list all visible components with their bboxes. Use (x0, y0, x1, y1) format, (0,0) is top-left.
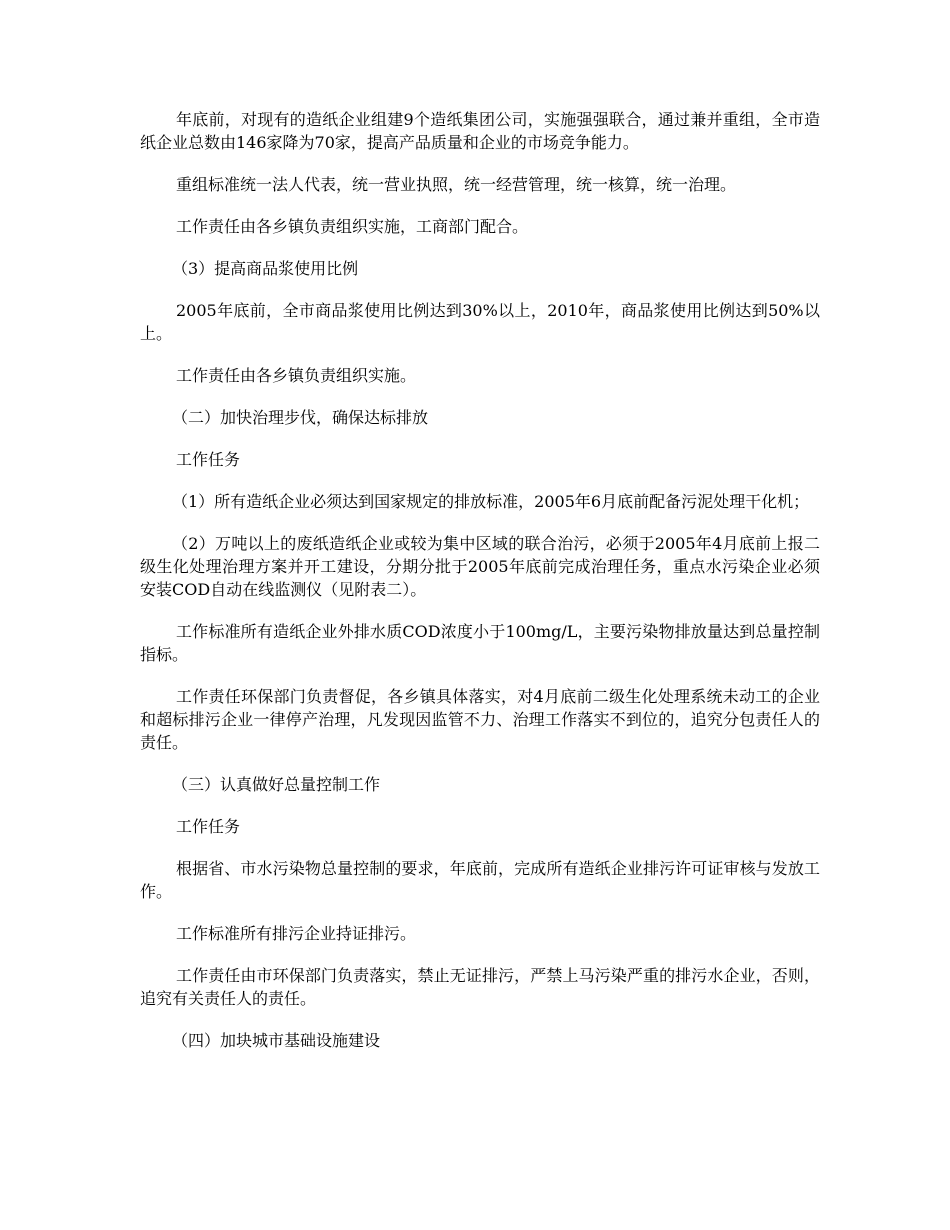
paragraph-pulp-ratio-target: 2005年底前，全市商品浆使用比例达到30%以上，2010年，商品浆使用比例达到50%以上。 (140, 301, 820, 343)
paragraph-merger-responsibility: 工作责任由各乡镇负责组织实施，工商部门配合。 (176, 217, 529, 236)
paragraph-total-control-standard: 工作标准所有排污企业持证排污。 (176, 924, 417, 943)
paragraph-task-2: （2）万吨以上的废纸造纸企业或较为集中区域的联合治污，必须于2005年4月底前上报二级生化处理治理方案并开工建设，分期分批于2005年底前完成治理任务，重点水污染企业必须安装COD自动在线监测仪（见附表二）。 (140, 534, 820, 599)
section-heading-pulp-ratio: （3）提高商品浆使用比例 (172, 259, 359, 278)
paragraph-treatment-standard: 工作标准所有造纸企业外排水质COD浓度小于100mg/L，主要污染物排放量达到总量控制指标。 (140, 622, 820, 664)
paragraph-merger: 年底前，对现有的造纸企业组建9个造纸集团公司，实施强强联合，通过兼并重组，全市造纸企业总数由146家降为70家，提高产品质量和企业的市场竞争能力。 (140, 110, 820, 152)
paragraph-total-control-task: 根据省、市水污染物总量控制的要求，年底前，完成所有造纸企业排污许可证审核与发放工作。 (140, 859, 820, 901)
subheading-tasks: 工作任务 (176, 450, 241, 469)
section-heading-total-control: （三）认真做好总量控制工作 (172, 775, 381, 794)
paragraph-pulp-ratio-responsibility: 工作责任由各乡镇负责组织实施。 (176, 366, 417, 385)
paragraph-task-1: （1）所有造纸企业必须达到国家规定的排放标准，2005年6月底前配备污泥处理干化机； (172, 492, 810, 511)
document-page (140, 108, 820, 1071)
paragraph-merger-standard: 重组标准统一法人代表，统一营业执照，统一经营管理，统一核算，统一治理。 (176, 175, 737, 194)
section-heading-treatment: （二）加快治理步伐，确保达标排放 (172, 408, 429, 427)
subheading-tasks-2: 工作任务 (176, 817, 241, 836)
paragraph-total-control-responsibility: 工作责任由市环保部门负责落实，禁止无证排污，严禁上马污染严重的排污水企业，否则，追究有关责任人的责任。 (140, 966, 820, 1008)
paragraph-treatment-responsibility: 工作责任环保部门负责督促，各乡镇具体落实，对4月底前二级生化处理系统未动工的企业和超标排污企业一律停产治理，凡发现因监管不力、治理工作落实不到位的，追究分包责任人的责任。 (140, 687, 820, 752)
section-heading-infrastructure: （四）加块城市基础设施建设 (172, 1031, 381, 1050)
